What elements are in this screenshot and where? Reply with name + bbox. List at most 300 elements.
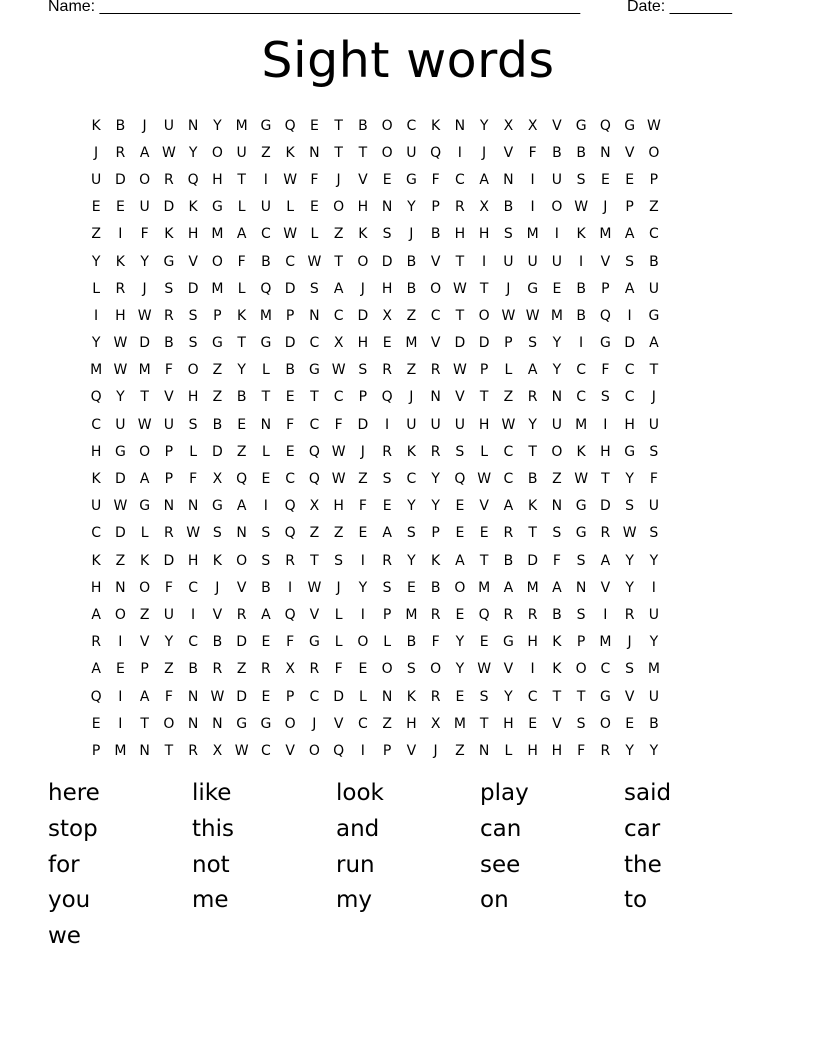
grid-letter: Y [213,117,222,134]
word-list-item: this [192,815,234,842]
grid-letter: G [260,335,272,352]
grid-letter: R [285,552,295,569]
grid-letter: W [113,498,128,515]
grid-row [84,384,666,411]
grid-letter: P [382,742,392,759]
grid-letter: O [284,715,296,732]
grid-letter: E [261,471,271,488]
grid-letter: Y [455,634,465,651]
grid-letter: V [624,144,635,161]
grid-letter: W [307,579,322,596]
grid-letter: G [575,117,587,134]
grid-letter: F [334,661,343,678]
grid-letter: A [261,606,271,623]
grid-letter: D [381,253,393,270]
grid-letter: A [382,525,392,542]
grid-letter: B [212,416,223,433]
grid-letter: G [236,715,248,732]
grid-letter: H [624,416,635,433]
grid-letter: X [333,335,344,352]
grid-letter: U [91,171,102,188]
grid-letter: M [526,579,539,596]
grid-row [84,194,666,221]
grid-letter: C [309,416,320,433]
grid-letter: H [503,715,514,732]
grid-letter: N [381,199,393,216]
grid-letter: S [261,552,271,569]
grid-letter: H [187,389,199,406]
grid-letter: F [310,171,319,188]
name-field-label: Name: ______________________________________________________ [48,0,581,15]
grid-row [84,248,666,275]
grid-letter: V [503,661,514,678]
grid-letter: K [552,634,562,651]
grid-letter: R [455,199,465,216]
grid-letter: M [259,307,272,324]
grid-letter: J [94,144,99,161]
grid-letter: X [309,498,320,515]
grid-letter: G [527,280,539,297]
grid-letter: A [527,362,538,379]
grid-letter: T [479,552,489,569]
grid-letter: J [360,280,365,297]
grid-letter: V [139,634,150,651]
grid-letter: P [601,280,610,297]
grid-letter: Q [90,389,102,406]
grid-letter: D [114,171,126,188]
grid-letter: R [430,606,441,623]
grid-letter: U [163,606,174,623]
grid-letter: I [118,715,123,732]
grid-letter: P [504,335,513,352]
grid-letter: J [506,280,511,297]
grid-letter: L [92,280,101,297]
grid-letter: P [140,661,149,678]
grid-letter: E [261,688,271,705]
word-list-item: the [624,851,662,878]
grid-letter: N [260,416,272,433]
grid-letter: C [188,579,199,596]
grid-letter: O [551,443,563,460]
grid-letter: I [263,171,268,188]
grid-letter: E [455,606,465,623]
grid-letter: G [648,307,660,324]
grid-letter: J [215,579,220,596]
grid-letter: Y [237,362,246,379]
grid-letter: W [452,280,467,297]
grid-letter: U [260,199,271,216]
grid-letter: K [212,552,222,569]
grid-letter: Z [115,552,126,569]
grid-letter: B [649,253,659,270]
grid-letter: Y [455,661,465,678]
grid-letter: O [551,199,563,216]
grid-letter: R [261,661,271,678]
grid-letter: O [236,552,248,569]
grid-letter: S [576,552,586,569]
grid-letter: A [91,606,101,623]
grid-letter: P [382,606,392,623]
grid-letter: K [285,144,295,161]
grid-letter: G [405,171,417,188]
grid-letter: I [263,498,268,515]
grid-letter: N [309,307,320,324]
grid-letter: R [430,362,441,379]
grid-letter: F [164,579,173,596]
grid-letter: E [382,171,392,188]
grid-letter: N [212,715,223,732]
grid-letter: S [625,253,635,270]
grid-letter: T [261,389,271,406]
grid-row [84,601,666,628]
grid-letter: Z [261,144,271,161]
grid-letter: B [430,226,441,243]
grid-letter: F [334,416,343,433]
grid-letter: T [528,525,537,542]
grid-letter: Z [91,226,101,243]
grid-letter: W [234,742,249,759]
grid-letter: E [115,199,125,216]
grid-letter: L [310,226,319,243]
grid-letter: B [115,117,126,134]
grid-letter: G [139,498,151,515]
grid-letter: E [91,715,101,732]
grid-letter: E [528,715,538,732]
grid-letter: C [260,742,271,759]
grid-letter: D [357,307,369,324]
grid-letter: G [599,335,611,352]
grid-letter: W [113,335,128,352]
grid-letter: Z [236,443,247,460]
grid-letter: L [504,742,513,759]
grid-letter: X [212,471,223,488]
grid-letter: Y [649,634,659,651]
grid-letter: Y [188,144,198,161]
grid-letter: S [649,443,659,460]
grid-letter: A [503,579,514,596]
grid-letter: E [91,199,101,216]
grid-letter: I [530,199,535,216]
grid-letter: T [479,389,489,406]
grid-letter: J [336,171,341,188]
word-list [48,780,768,959]
grid-letter: Q [599,117,611,134]
grid-letter: G [211,498,223,515]
grid-letter: T [237,335,246,352]
grid-letter: T [479,280,489,297]
grid-letter: S [188,335,198,352]
grid-letter: I [603,416,608,433]
grid-letter: H [527,742,538,759]
grid-letter: Y [479,117,489,134]
grid-letter: A [139,144,150,161]
grid-letter: R [382,362,392,379]
grid-letter: F [140,226,149,243]
grid-letter: U [503,253,514,270]
grid-letter: Y [164,634,174,651]
grid-letter: R [212,661,223,678]
grid-letter: W [622,525,637,542]
grid-letter: K [576,443,586,460]
grid-letter: A [91,661,101,678]
grid-letter: P [431,525,440,542]
grid-letter: D [357,416,369,433]
grid-letter: M [235,117,248,134]
grid-letter: T [164,742,174,759]
grid-letter: B [285,362,295,379]
word-list-item: said [624,780,672,806]
grid-letter: R [382,443,392,460]
grid-letter: B [406,280,417,297]
grid-letter: G [260,715,272,732]
grid-letter: U [648,280,659,297]
grid-letter: W [210,688,225,705]
grid-letter: Y [552,335,562,352]
grid-letter: R [164,307,174,324]
grid-letter: U [115,416,126,433]
grid-letter: P [649,171,659,188]
grid-row [84,629,666,656]
word-list-item: you [48,887,91,914]
grid-letter: E [625,715,635,732]
grid-letter: E [285,389,295,406]
grid-letter: V [552,117,562,134]
grid-letter: J [627,634,632,651]
grid-letter: E [479,525,489,542]
grid-letter: B [164,335,174,352]
grid-letter: S [528,335,538,352]
grid-letter: A [649,335,659,352]
grid-letter: V [430,335,441,352]
grid-letter: F [164,688,173,705]
grid-letter: H [90,443,102,460]
grid-letter: D [624,335,636,352]
grid-letter: E [479,634,489,651]
grid-letter: I [94,307,99,324]
grid-letter: U [91,498,102,515]
grid-letter: C [285,253,296,270]
grid-letter: L [237,280,246,297]
grid-letter: O [575,661,587,678]
grid-letter: Q [284,498,296,515]
grid-letter: H [212,171,223,188]
grid-row [84,520,666,547]
grid-letter: P [164,471,174,488]
grid-letter: R [527,389,538,406]
grid-letter: J [142,280,147,297]
grid-letter: S [600,389,610,406]
grid-row [84,221,666,248]
grid-letter: A [624,226,635,243]
grid-letter: B [649,715,659,732]
grid-letter: D [454,335,466,352]
grid-letter: W [574,199,589,216]
grid-letter: O [357,634,369,651]
grid-letter: F [286,634,295,651]
word-list-item: for [48,851,80,878]
grid-letter: I [288,579,293,596]
grid-letter: M [599,634,612,651]
grid-letter: M [575,416,588,433]
grid-letter: O [357,253,369,270]
grid-letter: Z [212,362,223,379]
grid-letter: F [649,471,658,488]
grid-letter: Y [91,335,101,352]
grid-letter: D [211,443,223,460]
grid-letter: I [554,226,559,243]
grid-letter: Q [284,117,296,134]
grid-letter: E [309,199,319,216]
grid-letter: K [237,307,247,324]
grid-letter: A [455,552,465,569]
grid-letter: S [382,579,392,596]
grid-letter: B [576,280,586,297]
grid-letter: S [188,307,198,324]
grid-letter: U [551,416,562,433]
grid-letter: A [479,171,489,188]
grid-letter: V [358,171,368,188]
grid-letter: R [527,606,538,623]
grid-letter: R [309,661,320,678]
grid-letter: H [115,307,126,324]
grid-letter: C [188,634,199,651]
grid-letter: V [236,579,247,596]
grid-letter: Q [599,307,611,324]
grid-letter: P [213,307,222,324]
grid-letter: X [479,199,489,216]
grid-letter: S [188,416,198,433]
grid-letter: A [503,498,514,515]
grid-letter: E [261,634,271,651]
grid-letter: U [551,253,562,270]
grid-letter: V [430,253,441,270]
grid-letter: V [479,498,489,515]
grid-row [84,547,666,574]
grid-letter: T [601,471,610,488]
grid-letter: S [382,226,392,243]
grid-letter: R [382,552,392,569]
word-list-item: me [192,887,229,914]
grid-letter: D [599,498,611,515]
grid-letter: F [431,634,440,651]
grid-letter: R [503,606,514,623]
grid-letter: B [358,117,368,134]
grid-letter: O [648,144,660,161]
grid-letter: P [576,634,586,651]
grid-letter: Y [407,498,416,515]
grid-letter: J [482,144,487,161]
grid-letter: I [360,606,365,623]
grid-letter: T [576,688,586,705]
grid-letter: H [90,579,102,596]
grid-letter: W [307,253,322,270]
grid-letter: L [189,443,198,460]
grid-letter: A [139,471,150,488]
grid-letter: T [310,389,319,406]
grid-letter: N [381,688,393,705]
grid-letter: N [454,117,466,134]
grid-letter: L [286,199,295,216]
grid-letter: I [627,307,632,324]
grid-letter: C [624,389,635,406]
grid-letter: T [552,688,562,705]
grid-letter: J [409,389,414,406]
grid-letter: I [118,226,123,243]
grid-letter: I [651,579,656,596]
grid-letter: V [624,688,635,705]
grid-letter: S [455,443,465,460]
grid-letter: H [187,552,199,569]
grid-letter: Z [309,525,320,542]
grid-letter: H [357,335,369,352]
grid-letter: F [237,253,246,270]
grid-letter: M [550,307,563,324]
grid-letter: M [138,362,151,379]
grid-letter: E [358,661,368,678]
grid-letter: K [431,552,441,569]
grid-letter: D [284,280,296,297]
grid-letter: N [503,171,514,188]
word-search-grid [84,112,666,765]
grid-letter: O [381,117,393,134]
grid-letter: D [187,280,199,297]
grid-letter: F [286,416,295,433]
grid-letter: X [285,661,295,678]
grid-letter: L [261,362,270,379]
grid-letter: F [358,498,367,515]
grid-letter: D [236,634,248,651]
grid-letter: G [260,117,272,134]
grid-letter: D [114,525,126,542]
grid-letter: B [552,144,562,161]
grid-letter: C [285,471,296,488]
grid-letter: J [360,443,365,460]
grid-letter: E [455,688,465,705]
grid-letter: Y [116,389,125,406]
grid-letter: U [648,416,659,433]
grid-letter: U [163,117,174,134]
grid-letter: I [191,606,196,623]
grid-letter: Z [649,199,659,216]
grid-letter: T [334,253,343,270]
grid-letter: A [552,579,562,596]
grid-letter: G [624,117,636,134]
grid-letter: D [139,335,151,352]
grid-letter: Z [455,742,465,759]
grid-letter: P [479,362,489,379]
grid-letter: H [527,634,538,651]
grid-letter: S [406,661,416,678]
grid-letter: U [454,416,465,433]
grid-letter: B [188,661,198,678]
grid-letter: C [333,307,344,324]
grid-letter: Y [358,579,368,596]
grid-letter: B [261,579,271,596]
grid-letter: G [308,362,320,379]
grid-letter: I [118,688,123,705]
grid-letter: N [309,144,320,161]
grid-letter: B [261,253,271,270]
grid-letter: N [163,498,175,515]
grid-letter: K [431,117,441,134]
grid-letter: K [164,226,174,243]
grid-letter: Q [478,606,490,623]
grid-row [84,683,666,710]
grid-letter: V [406,742,417,759]
grid-letter: Y [504,688,513,705]
grid-letter: H [478,226,490,243]
grid-letter: V [309,606,320,623]
